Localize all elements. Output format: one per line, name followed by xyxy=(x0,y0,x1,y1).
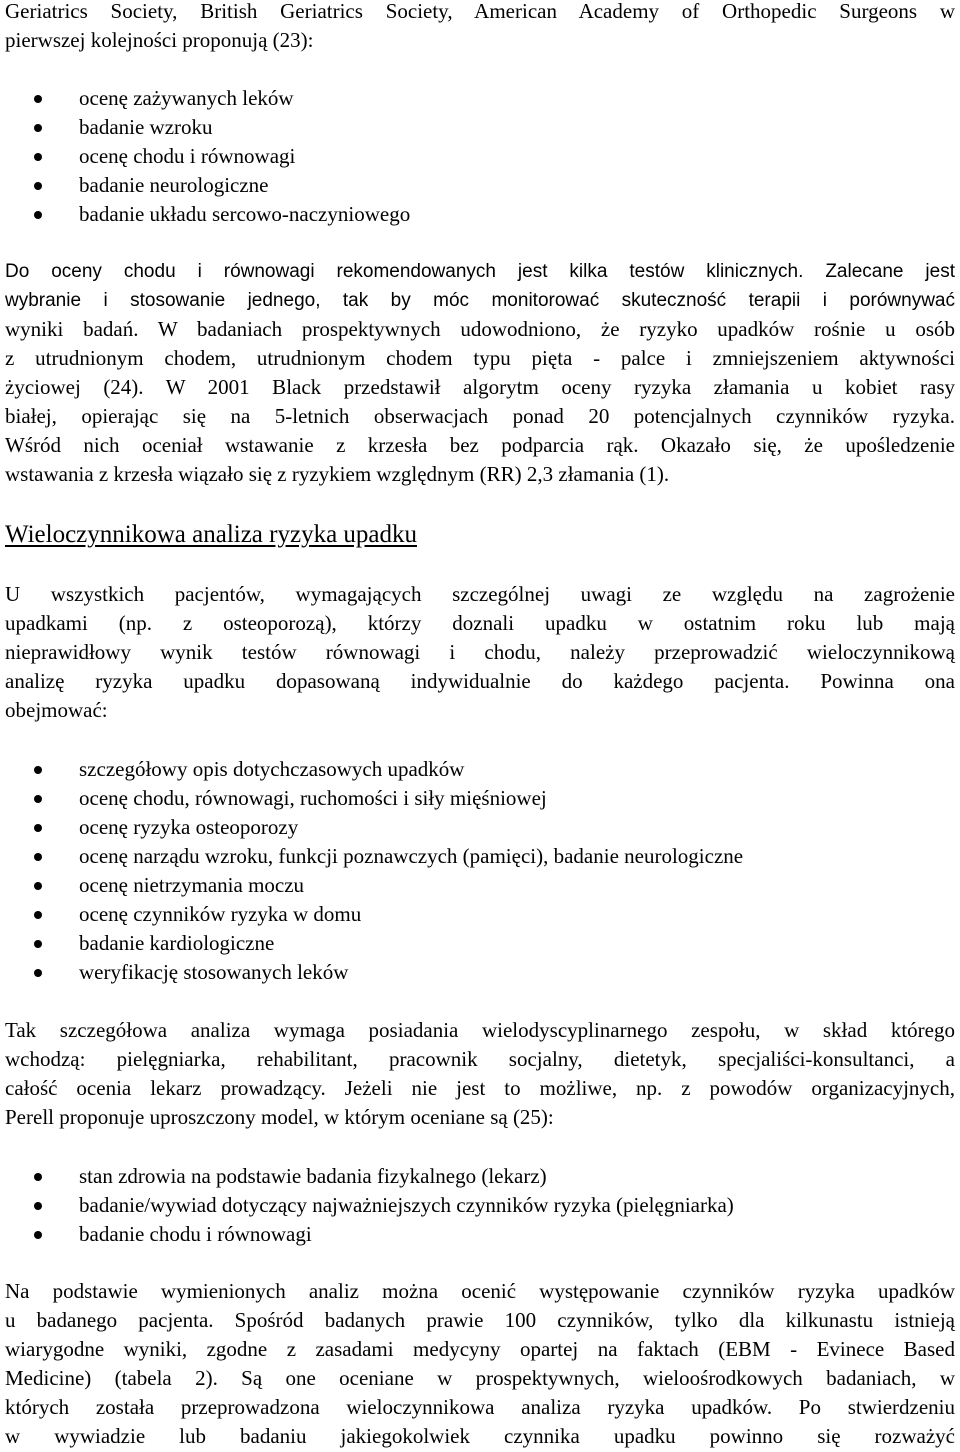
bullet-icon xyxy=(34,882,42,890)
text-line: których została przeprowadzona wieloczynnikowa analiza ryzyka upadków. Po stwierdzeniu xyxy=(5,1395,955,1419)
bullet-icon xyxy=(34,211,42,219)
list-item: badanie neurologiczne xyxy=(5,171,410,200)
bullet-icon xyxy=(34,153,42,161)
list-item: weryfikację stosowanych leków xyxy=(5,958,743,987)
bullet-icon xyxy=(34,766,42,774)
text-line: Medicine) (tabela 2). Są one oceniane w prospektywnych, wieloośrodkowych badaniach, w xyxy=(5,1366,955,1390)
list-item: badanie kardiologiczne xyxy=(5,929,743,958)
text-line: wchodzą: pielęgniarka, rehabilitant, pracownik socjalny, dietetyk, specjaliści-konsultanci, a xyxy=(5,1047,955,1071)
team-paragraph xyxy=(5,1016,955,1132)
text-line: z utrudnionym chodem, utrudnionym chodem typu pięta - palce i zmniejszeniem aktywności xyxy=(5,346,955,370)
text-line: Wśród nich oceniał wstawanie z krzesła bez podparcia rąk. Okazało się, że upośledzenie xyxy=(5,433,955,457)
bullet-icon xyxy=(34,1202,42,1210)
analysis-components-list xyxy=(5,755,743,987)
recommended-exams-list xyxy=(5,84,410,229)
text-line: wyniki badań. W badaniach prospektywnych udowodniono, że ryzyko upadków rośnie u osób xyxy=(5,317,955,341)
bullet-icon xyxy=(34,940,42,948)
bullet-icon xyxy=(34,824,42,832)
bullet-icon xyxy=(34,95,42,103)
bullet-icon xyxy=(34,1173,42,1181)
list-item: badanie/wywiad dotyczący najważniejszych czynników ryzyka (pielęgniarka) xyxy=(5,1191,734,1220)
list-item: ocenę chodu i równowagi xyxy=(5,142,410,171)
list-item: ocenę zażywanych leków xyxy=(5,84,410,113)
text-line: Na podstawie wymienionych analiz można ocenić występowanie czynników ryzyka upadków xyxy=(5,1279,955,1303)
text-line: wstawania z krzesła wiązało się z ryzykiem względnym (RR) 2,3 złamania (1). xyxy=(5,462,670,486)
text-line: obejmować: xyxy=(5,698,108,722)
list-item: badanie wzroku xyxy=(5,113,410,142)
text-line: Perell proponuje uproszczony model, w którym oceniane są (25): xyxy=(5,1105,554,1129)
list-item: ocenę narządu wzroku, funkcji poznawczych (pamięci), badanie neurologiczne xyxy=(5,842,743,871)
text-line: Do oceny chodu i równowagi rekomendowanych jest kilka testów klinicznych. Zalecane jest xyxy=(5,261,955,282)
list-item: szczegółowy opis dotychczasowych upadków xyxy=(5,755,743,784)
text-line: Tak szczegółowa analiza wymaga posiadania wielodyscyplinarnego zespołu, w skład którego xyxy=(5,1018,955,1042)
bullet-icon xyxy=(34,911,42,919)
list-item: badanie chodu i równowagi xyxy=(5,1220,734,1249)
bullet-icon xyxy=(34,969,42,977)
text-line: U wszystkich pacjentów, wymagających szczególnej uwagi ze względu na zagrożenie xyxy=(5,582,955,606)
text-line: analizę ryzyka upadku dopasowaną indywidualnie do każdego pacjenta. Powinna ona xyxy=(5,669,955,693)
text-line: pierwszej kolejności proponują (23): xyxy=(5,28,314,52)
list-item: ocenę nietrzymania moczu xyxy=(5,871,743,900)
text-line: nieprawidłowy wynik testów równowagi i chodu, należy przeprowadzić wieloczynnikową xyxy=(5,640,955,664)
text-line: wybranie i stosowanie jednego, tak by móc monitorować skuteczność terapii i porównywać xyxy=(5,290,955,311)
text-line: w wywiadzie lub badaniu jakiegokolwiek czynnika upadku powinno się rozważyć xyxy=(5,1424,955,1448)
simplified-model-list xyxy=(5,1162,734,1249)
list-item: ocenę ryzyka osteoporozy xyxy=(5,813,743,842)
bullet-icon xyxy=(34,182,42,190)
bullet-icon xyxy=(34,853,42,861)
list-item: ocenę chodu, równowagi, ruchomości i siły mięśniowej xyxy=(5,784,743,813)
intro-paragraph xyxy=(5,0,955,55)
list-item: ocenę czynników ryzyka w domu xyxy=(5,900,743,929)
section-heading: Wieloczynnikowa analiza ryzyka upadku xyxy=(5,521,418,548)
text-line: całość ocenia lekarz prowadzący. Jeżeli nie jest to możliwe, np. z powodów organizacyjnych, xyxy=(5,1076,955,1100)
list-item: stan zdrowia na podstawie badania fizykalnego (lekarz) xyxy=(5,1162,734,1191)
text-line: upadkami (np. z osteoporozą), którzy doznali upadku w ostatnim roku lub mają xyxy=(5,611,955,635)
list-item: badanie układu sercowo-naczyniowego xyxy=(5,200,410,229)
text-line: u badanego pacjenta. Spośród badanych prawie 100 czynników, tylko dla kilkunastu istnieją xyxy=(5,1308,955,1332)
analysis-paragraph xyxy=(5,580,955,725)
text-line: białej, opierając się na 5-letnich obserwacjach ponad 20 potencjalnych czynników ryzyka. xyxy=(5,404,955,428)
bullet-icon xyxy=(34,1231,42,1239)
text-line: Geriatrics Society, British Geriatrics Society, American Academy of Orthopedic Surgeons w xyxy=(5,0,955,23)
risk-factors-paragraph xyxy=(5,1277,955,1451)
text-line: życiowej (24). W 2001 Black przedstawił algorytm oceny ryzyka złamania u kobiet rasy xyxy=(5,375,955,399)
bullet-icon xyxy=(34,795,42,803)
gait-tests-paragraph xyxy=(5,257,955,489)
bullet-icon xyxy=(34,124,42,132)
text-line: wiarygodne wyniki, zgodne z zasadami medycyny opartej na faktach (EBM - Evinece Based xyxy=(5,1337,955,1361)
